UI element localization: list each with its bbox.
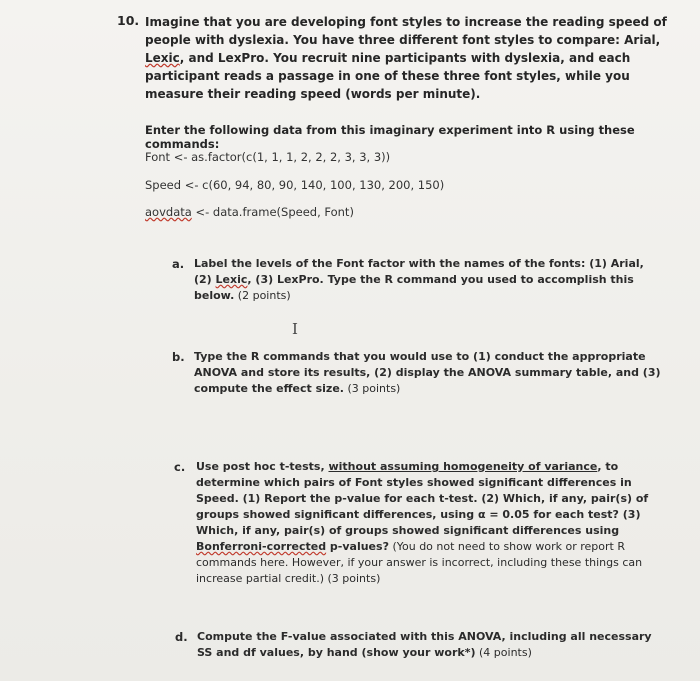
- part-b-label: b.: [172, 350, 185, 364]
- question-number: 10.: [117, 13, 140, 28]
- part-d-points: (4 points): [475, 646, 532, 659]
- text-cursor-icon: I: [292, 320, 298, 338]
- code-aov-line: [145, 205, 354, 219]
- part-c-bold: Use post hoc t-tests,: [196, 460, 329, 473]
- part-c-normal: (You do not need to show work or report R commands here. However, if your answer is incorrect, including these things can increase partial credit.) (3 points): [196, 540, 643, 585]
- part-d-bold: Compute the F-value associated with this ANOVA, including all necessary SS and df values, by hand (show your work*): [197, 630, 652, 659]
- part-c-text: [196, 459, 666, 587]
- question-text: [145, 13, 685, 103]
- spellcheck-word: aovdata: [145, 205, 192, 219]
- code-speed-line: Speed <- c(60, 94, 80, 90, 140, 100, 130, 200, 150): [145, 178, 445, 192]
- instructions: Enter the following data from this imaginary experiment into R using these commands:: [145, 123, 635, 151]
- part-b-points: (3 points): [343, 382, 401, 395]
- question-text-part: Imagine that you are developing font styles to increase the reading speed of people with dyslexia. You have three different font styles to compare: Arial,: [145, 15, 667, 47]
- part-a-label: a.: [172, 257, 185, 271]
- part-a-bold: Label the levels of the Font factor with the names of the fonts: (1) Arial, (2): [194, 257, 644, 286]
- part-a-text: [194, 256, 664, 304]
- question-text-part: , and LexPro. You recruit nine participants with dyslexia, and each participant reads a passage in one of these three font styles, while you measure their reading speed (words per minute).: [145, 51, 631, 101]
- part-a-bold: , (3) LexPro. Type the R command you used to accomplish this below.: [194, 273, 634, 302]
- spellcheck-word: Lexic: [145, 51, 180, 65]
- part-a-points: (2 points): [234, 289, 291, 302]
- spellcheck-word: Bonferroni-corrected: [196, 540, 327, 553]
- part-c-bold: p-values?: [326, 540, 389, 553]
- part-b-bold: Type the R commands that you would use to (1) conduct the appropriate ANOVA and store its results, (2) display the ANOVA summary table, and (3) compute the effect size.: [194, 350, 661, 395]
- spellcheck-word: Lexic: [215, 273, 248, 286]
- code-aov-rest: <- data.frame(Speed, Font): [191, 205, 354, 219]
- part-b-text: [194, 349, 664, 397]
- part-c-bold: , to determine which pairs of Font styles showed significant differences in Speed. (1) Report the p-value for each t-test. (2) Which, if any, pair(s) of groups showed significant differences, using α = 0.05 for each test? (3) Which, if any, pair(s) of groups showed significant differences using: [196, 460, 649, 537]
- code-font-line: Font <- as.factor(c(1, 1, 1, 2, 2, 2, 3, 3, 3)): [145, 150, 391, 164]
- part-d-label: d.: [175, 630, 188, 644]
- part-d-text: [197, 629, 667, 661]
- part-c-label: c.: [174, 460, 186, 474]
- part-c-underlined: without assuming homogeneity of variance: [328, 460, 598, 473]
